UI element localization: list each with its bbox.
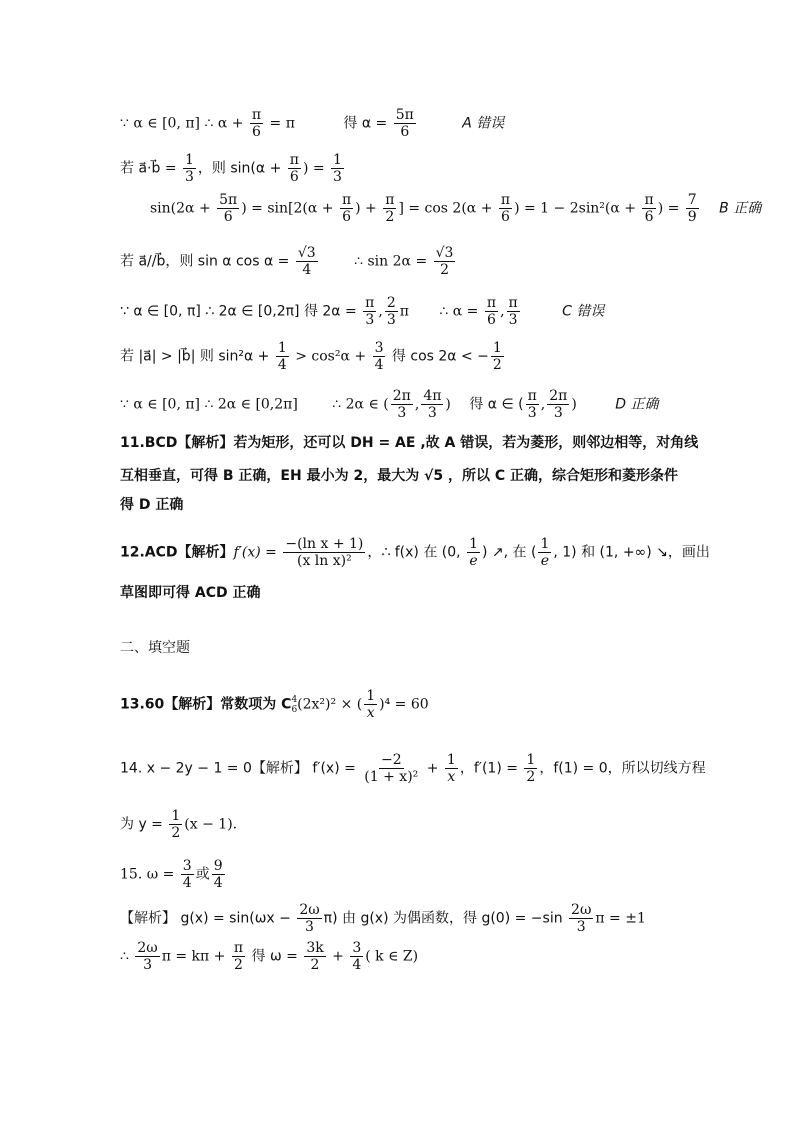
verdict-B: B 正确 <box>719 200 762 217</box>
q11-line2: 互相垂直，可得 B 正确，EH 最小为 2，最大为 √5 ，所以 C 正确，综合矩形和菱形条件 <box>120 468 679 484</box>
q14-line2: 为 y = $\frac{1}{2}$ (x − 1). <box>120 808 238 841</box>
verdict-A: A 错误 <box>462 115 505 132</box>
q15-answer: 15. ω = $\frac{3}{4}$ 或 $\frac{9}{4}$ <box>120 858 223 891</box>
q13: 13.60【解析】常数项为 C 4 6 (2x²)² × ( $\frac{1}{x}$ )⁴ = 60 <box>120 688 429 721</box>
q15-solution: ∴ $\frac{2\omega}{3}$ π = kπ + $\frac{\pi}{2}$ 得 ω = $\frac{3k}{2}$ + $\frac{3}{4}$ ( k ∈ Z) <box>120 940 419 973</box>
verdict-D: D 正确 <box>615 396 659 413</box>
line-magnitude-solution-D: ∵ α ∈ [0, π] ∴ 2α ∈ [0,2π] ∴ 2α ∈ ( $\frac{2\pi}{3}$ , $\frac{4\pi}{3}$ ) 得 α ∈ ( $\frac{\pi}{3}$ , $\frac{2\pi}{3}$ ) D 正确 <box>120 388 659 421</box>
q11-line1: 11.BCD【解析】若为矩形，还可以 DH = AE ,故 A 错误，若为菱形，则邻边相等，对角线 <box>120 435 699 451</box>
text: ∵ α ∈ [0, π] ∴ α + <box>120 115 248 132</box>
fraction: $\frac{\pi}{6}$ <box>251 107 262 140</box>
line-parallel-solution-C: ∵ α ∈ [0, π] ∴ 2α ∈ [0,2π] 得 2α = $\frac{\pi}{3}$ , $\frac{2}{3}$ π ∴ α = $\frac{\pi}{6}$ , $\frac{\pi}{3}$ C 错误 <box>120 295 605 328</box>
q14-line1: 14. x − 2y − 1 = 0【解析】 f′(x) = $\frac{-2}{\text{(1 + x)²}}$ + $\frac{1}{x}$ ，f′(1) = $\frac{1}{2}$ ，f(1) = 0，所以切线方程 <box>120 752 706 785</box>
q11-line3: 得 D 正确 <box>120 497 184 513</box>
q15-analysis: 【解析】 g(x) = sin(ωx − $\frac{2\omega}{3}$ π) 由 g(x) 为偶函数，得 g(0) = −sin $\frac{2\omega}{3}$ π = ±1 <box>120 902 646 935</box>
line-dot-product: 若 a⃗·b⃗ = $\frac{1}{3}$ ，则 sin(α + $\frac{\pi}{6}$ ) = $\frac{1}{3}$ <box>120 152 342 185</box>
section-title-fill-in: 二、填空题 <box>120 640 190 656</box>
q12-line1: 12.ACD【解析】f′(x) = $\frac{\text{−(ln x + 1)}}{\text{(x ln x)²}}$ ，∴ f(x) 在 (0, $\frac{1}{e}$ ) ↗, 在 ( $\frac{1}{e}$ , 1) 和 (1, +∞) ↘，画出 <box>120 536 710 569</box>
verdict-C: C 错误 <box>562 303 605 320</box>
line-magnitude: 若 |a⃗| > |b⃗| 则 sin²α + $\frac{1}{4}$ > cos²α + $\frac{3}{4}$ 得 cos 2α < − $\frac{1}{2}$ <box>120 340 502 373</box>
line-sin-expansion-B: sin(2α + $\frac{5\pi}{6}$ ) = sin[2(α + $\frac{\pi}{6}$ ) + $\frac{\pi}{2}$ ] = cos 2(α + $\frac{\pi}{6}$ ) = 1 − 2sin²(α + $\frac{\pi}{6}$ ) = $\frac{7}{9}$ B 正确 <box>150 192 762 225</box>
line-parallel: 若 a⃗//b⃗，则 sin α cos α = $\frac{√3}{4}$ ∴ sin 2α = $\frac{√3}{2}$ <box>120 245 454 278</box>
line-alpha-range-A: ∵ α ∈ [0, π] ∴ α + $\frac{\pi}{6}$ = π 得 α = $\frac{5\pi}{6}$ A 错误 <box>120 107 505 140</box>
q12-line2: 草图即可得 ACD 正确 <box>120 585 261 601</box>
